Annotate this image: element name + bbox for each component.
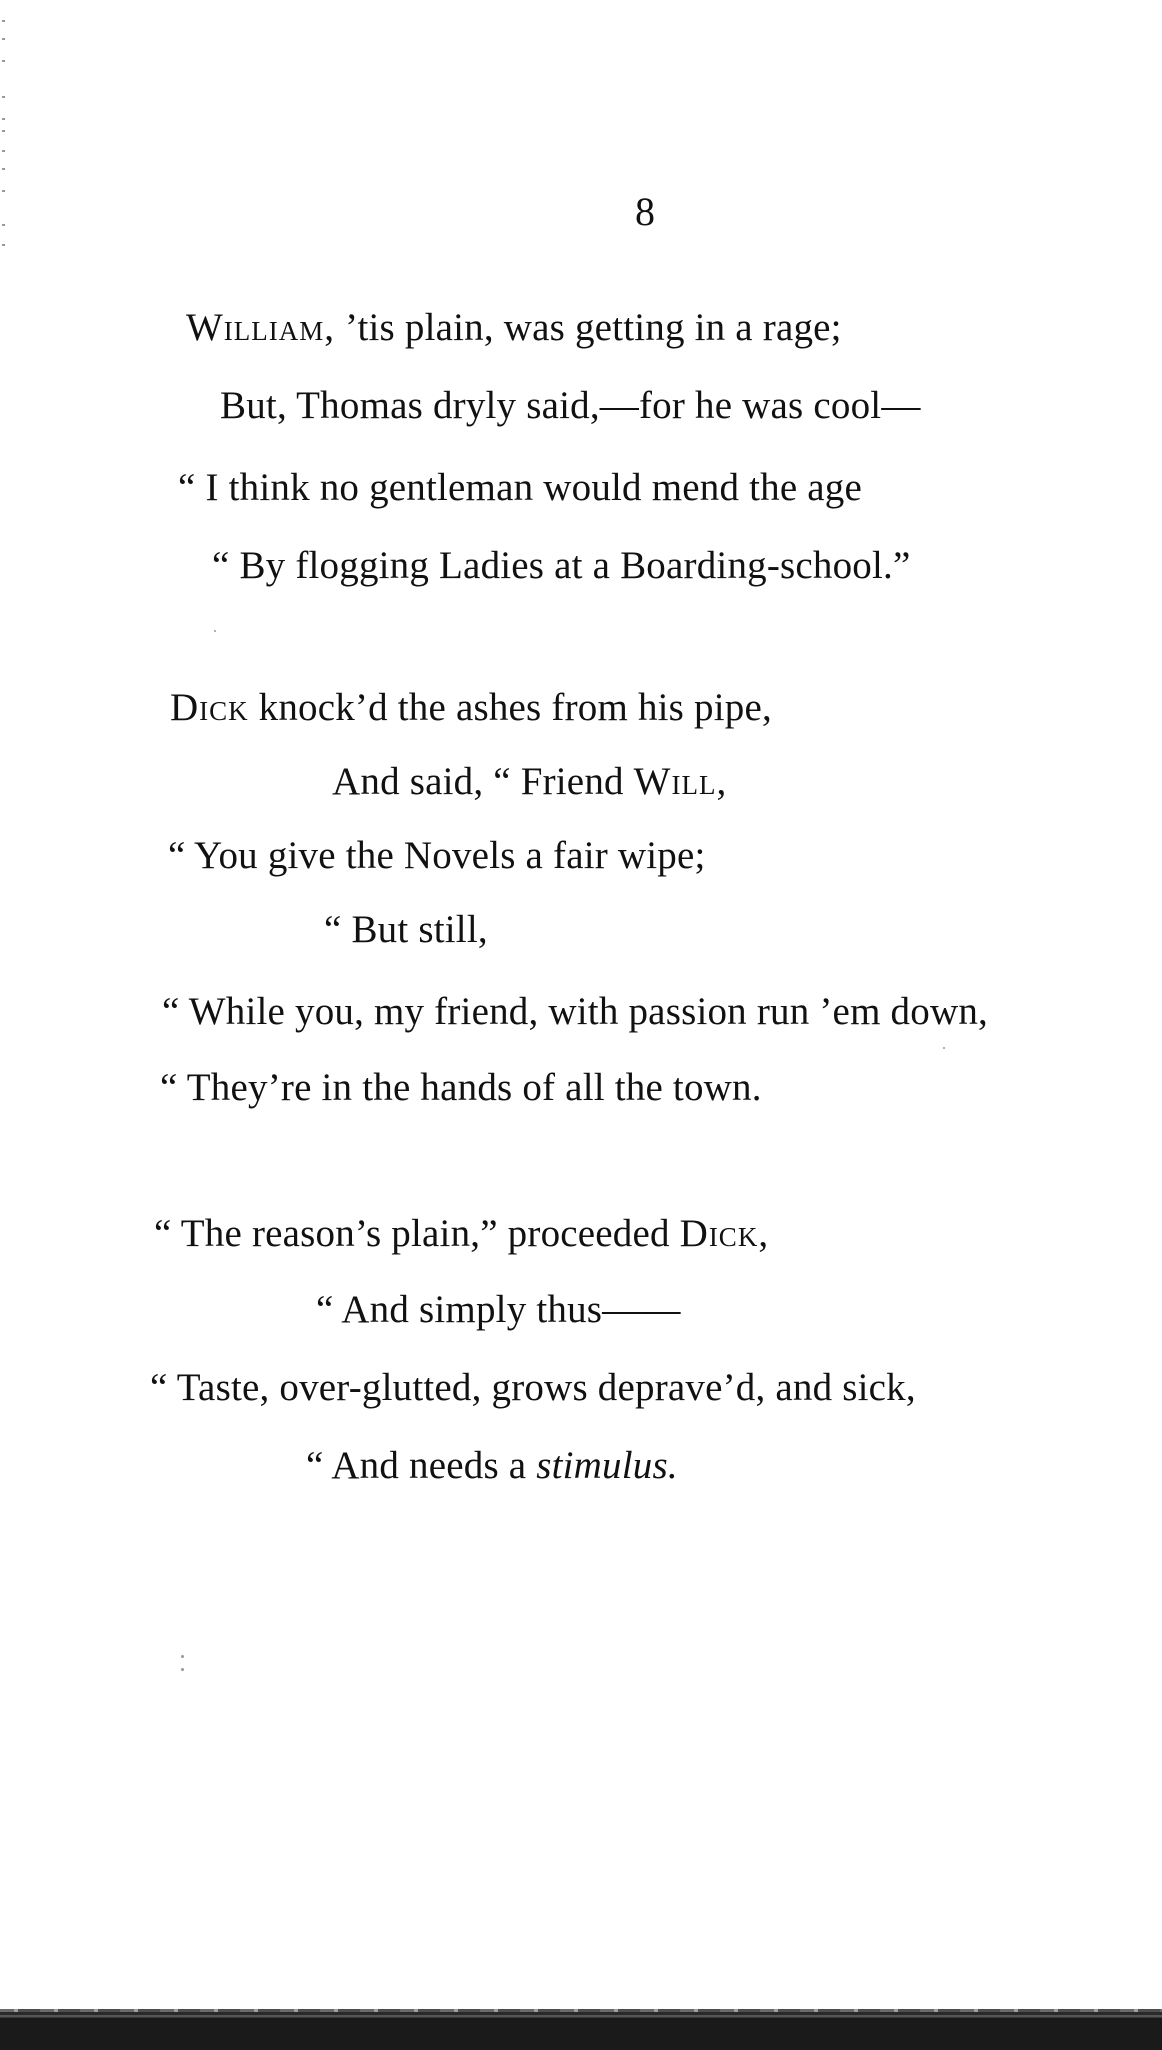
speaker-name: Dick	[170, 686, 249, 729]
speck	[181, 1668, 184, 1671]
speck	[214, 630, 216, 632]
verse-line: “ I think no gentleman would mend the age	[178, 466, 863, 509]
verse-line: “ You give the Novels a fair wipe;	[168, 834, 706, 877]
speaker-name: William,	[186, 306, 336, 349]
verse-line: “ And simply thus——	[316, 1288, 681, 1331]
verse-line: “ But still,	[324, 908, 488, 951]
speck	[181, 1655, 184, 1658]
speaker-name: Will,	[633, 760, 728, 803]
verse-line: But, Thomas dryly said,—for he was cool—	[220, 384, 921, 427]
verse-line: And said, “ Friend Will,	[332, 760, 728, 803]
verse-line: William, ’tis plain, was getting in a rage;	[186, 306, 842, 349]
scan-bottom-band	[0, 2012, 1162, 2050]
verse-line: “ Taste, over-glutted, grows deprave’d, and sick,	[150, 1366, 916, 1409]
verse-line: “ The reason’s plain,” proceeded Dick,	[154, 1212, 770, 1255]
verse-line: “ And needs a stimulus.	[306, 1444, 678, 1487]
verse-line: “ By flogging Ladies at a Boarding-school.”	[212, 544, 911, 587]
speck	[943, 1047, 945, 1049]
page-number: 8	[635, 189, 655, 234]
italic-word: stimulus.	[536, 1444, 678, 1487]
verse-line: Dick knock’d the ashes from his pipe,	[170, 686, 772, 729]
verse-line: “ They’re in the hands of all the town.	[160, 1066, 762, 1109]
verse-line: “ While you, my friend, with passion run ’em down,	[162, 990, 988, 1033]
speaker-name: Dick,	[679, 1212, 770, 1255]
